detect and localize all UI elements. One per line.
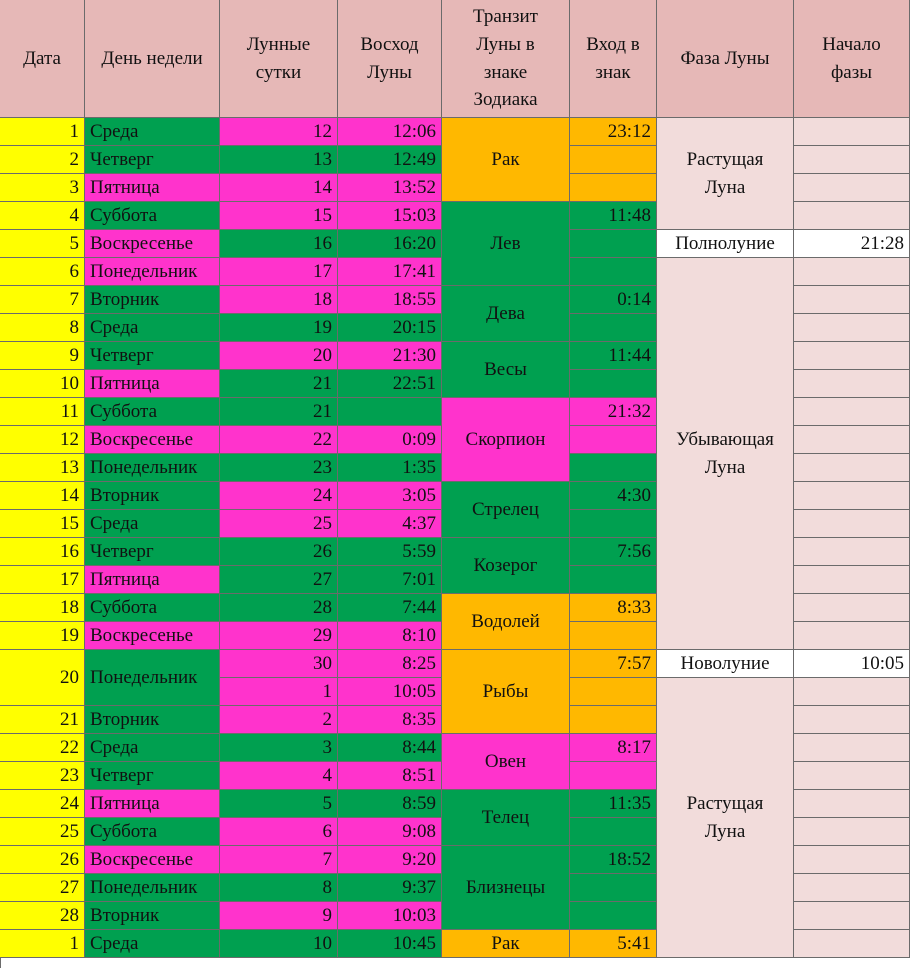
sign-entry-cell [570, 146, 657, 174]
phase-start-cell [794, 510, 910, 538]
sign-entry-cell: 0:14 [570, 286, 657, 314]
lunar-day-cell: 14 [220, 174, 338, 202]
lunar-day-cell: 5 [220, 790, 338, 818]
zodiac-sign-cell: Лев [442, 202, 570, 286]
weekday-cell: Пятница [85, 790, 220, 818]
date-cell: 18 [0, 594, 85, 622]
lunar-day-cell: 17 [220, 258, 338, 286]
moonrise-cell: 13:52 [338, 174, 442, 202]
phase-start-cell [794, 902, 910, 930]
sign-entry-cell: 11:48 [570, 202, 657, 230]
sign-entry-cell: 8:33 [570, 594, 657, 622]
phase-start-cell [794, 706, 910, 734]
phase-start-cell [794, 874, 910, 902]
weekday-cell: Суббота [85, 594, 220, 622]
lunar-day-cell: 10 [220, 930, 338, 958]
sign-entry-cell [570, 874, 657, 902]
zodiac-sign-cell: Стрелец [442, 482, 570, 538]
date-cell: 4 [0, 202, 85, 230]
sign-entry-cell [570, 426, 657, 454]
moonrise-cell: 20:15 [338, 314, 442, 342]
phase-start-cell [794, 930, 910, 958]
moonrise-cell: 15:03 [338, 202, 442, 230]
moonrise-cell: 17:41 [338, 258, 442, 286]
sign-entry-cell [570, 678, 657, 706]
date-cell: 27 [0, 874, 85, 902]
moon-phase-cell: Убывающая Луна [657, 258, 794, 650]
sign-entry-cell: 4:30 [570, 482, 657, 510]
lunar-day-cell: 7 [220, 846, 338, 874]
sign-entry-cell [570, 314, 657, 342]
date-cell: 20 [0, 650, 85, 706]
moonrise-cell: 8:44 [338, 734, 442, 762]
date-cell: 24 [0, 790, 85, 818]
date-cell: 17 [0, 566, 85, 594]
weekday-cell: Понедельник [85, 258, 220, 286]
sign-entry-cell: 7:57 [570, 650, 657, 678]
date-cell: 1 [0, 118, 85, 146]
date-cell: 21 [0, 706, 85, 734]
phase-start-cell [794, 398, 910, 426]
lunar-day-cell: 24 [220, 482, 338, 510]
phase-start-cell [794, 734, 910, 762]
header-zodiac-transit: Транзит Луны в знаке Зодиака [442, 0, 570, 118]
date-cell: 25 [0, 818, 85, 846]
moon-phase-cell: Полнолуние [657, 230, 794, 258]
sign-entry-cell: 21:32 [570, 398, 657, 426]
date-cell: 22 [0, 734, 85, 762]
weekday-cell: Четверг [85, 146, 220, 174]
lunar-day-cell: 6 [220, 818, 338, 846]
date-cell: 12 [0, 426, 85, 454]
phase-start-cell [794, 538, 910, 566]
date-cell: 23 [0, 762, 85, 790]
moonrise-cell: 10:05 [338, 678, 442, 706]
weekday-cell: Понедельник [85, 454, 220, 482]
date-cell: 16 [0, 538, 85, 566]
moonrise-cell: 7:01 [338, 566, 442, 594]
zodiac-sign-cell: Рак [442, 118, 570, 202]
moonrise-cell: 12:49 [338, 146, 442, 174]
moonrise-cell: 7:44 [338, 594, 442, 622]
lunar-day-cell: 21 [220, 370, 338, 398]
moonrise-cell: 4:37 [338, 510, 442, 538]
date-cell: 1 [0, 930, 85, 958]
date-cell: 9 [0, 342, 85, 370]
sign-entry-cell [570, 230, 657, 258]
header-moonrise: Восход Луны [338, 0, 442, 118]
weekday-cell: Суббота [85, 818, 220, 846]
date-cell: 3 [0, 174, 85, 202]
sign-entry-cell [570, 706, 657, 734]
sign-entry-cell [570, 902, 657, 930]
phase-start-cell [794, 258, 910, 286]
date-cell: 19 [0, 622, 85, 650]
date-cell: 10 [0, 370, 85, 398]
weekday-cell: Вторник [85, 902, 220, 930]
zodiac-sign-cell: Весы [442, 342, 570, 398]
date-cell: 8 [0, 314, 85, 342]
lunar-day-cell: 18 [220, 286, 338, 314]
header-moon-phase: Фаза Луны [657, 0, 794, 118]
lunar-day-cell: 16 [220, 230, 338, 258]
phase-start-cell [794, 454, 910, 482]
lunar-day-cell: 20 [220, 342, 338, 370]
phase-start-cell [794, 762, 910, 790]
lunar-day-cell: 15 [220, 202, 338, 230]
weekday-cell: Среда [85, 314, 220, 342]
date-cell: 26 [0, 846, 85, 874]
date-cell: 15 [0, 510, 85, 538]
moonrise-cell [338, 398, 442, 426]
sign-entry-cell [570, 174, 657, 202]
zodiac-sign-cell: Скорпион [442, 398, 570, 482]
zodiac-sign-cell: Водолей [442, 594, 570, 650]
moonrise-cell: 10:45 [338, 930, 442, 958]
date-cell: 5 [0, 230, 85, 258]
sign-entry-cell: 23:12 [570, 118, 657, 146]
lunar-day-cell: 22 [220, 426, 338, 454]
sign-entry-cell: 11:44 [570, 342, 657, 370]
weekday-cell: Четверг [85, 538, 220, 566]
weekday-cell: Среда [85, 510, 220, 538]
phase-start-cell [794, 202, 910, 230]
zodiac-sign-cell: Овен [442, 734, 570, 790]
phase-start-cell [794, 146, 910, 174]
moon-phase-cell: Новолуние [657, 650, 794, 678]
lunar-day-cell: 30 [220, 650, 338, 678]
phase-start-cell: 21:28 [794, 230, 910, 258]
zodiac-sign-cell: Дева [442, 286, 570, 342]
weekday-cell: Четверг [85, 762, 220, 790]
moonrise-cell: 10:03 [338, 902, 442, 930]
date-cell: 13 [0, 454, 85, 482]
weekday-cell: Вторник [85, 482, 220, 510]
phase-start-cell [794, 678, 910, 706]
weekday-cell: Среда [85, 930, 220, 958]
weekday-cell: Пятница [85, 370, 220, 398]
header-sign-entry: Вход в знак [570, 0, 657, 118]
phase-start-cell [794, 482, 910, 510]
date-cell: 14 [0, 482, 85, 510]
sign-entry-cell: 8:17 [570, 734, 657, 762]
phase-start-cell [794, 314, 910, 342]
lunar-day-cell: 25 [220, 510, 338, 538]
moonrise-cell: 3:05 [338, 482, 442, 510]
weekday-cell: Воскресенье [85, 622, 220, 650]
phase-start-cell [794, 174, 910, 202]
weekday-cell: Вторник [85, 286, 220, 314]
weekday-cell: Среда [85, 118, 220, 146]
date-cell: 11 [0, 398, 85, 426]
moonrise-cell: 18:55 [338, 286, 442, 314]
zodiac-sign-cell: Козерог [442, 538, 570, 594]
moon-phase-cell: Растущая Луна [657, 118, 794, 230]
lunar-day-cell: 29 [220, 622, 338, 650]
phase-start-cell [794, 790, 910, 818]
header-lunar-day: Лунные сутки [220, 0, 338, 118]
moonrise-cell: 8:59 [338, 790, 442, 818]
sign-entry-cell [570, 258, 657, 286]
date-cell: 6 [0, 258, 85, 286]
phase-start-cell [794, 118, 910, 146]
phase-start-cell [794, 846, 910, 874]
phase-start-cell: 10:05 [794, 650, 910, 678]
sign-entry-cell: 11:35 [570, 790, 657, 818]
phase-start-cell [794, 370, 910, 398]
lunar-day-cell: 8 [220, 874, 338, 902]
lunar-day-cell: 9 [220, 902, 338, 930]
zodiac-sign-cell: Близнецы [442, 846, 570, 930]
zodiac-sign-cell: Рыбы [442, 650, 570, 734]
lunar-day-cell: 23 [220, 454, 338, 482]
moonrise-cell: 8:10 [338, 622, 442, 650]
sign-entry-cell: 7:56 [570, 538, 657, 566]
moonrise-cell: 8:51 [338, 762, 442, 790]
weekday-cell: Понедельник [85, 874, 220, 902]
zodiac-sign-cell: Рак [442, 930, 570, 958]
moonrise-cell: 12:06 [338, 118, 442, 146]
moonrise-cell: 9:37 [338, 874, 442, 902]
weekday-cell: Воскресенье [85, 426, 220, 454]
header-weekday: День недели [85, 0, 220, 118]
phase-start-cell [794, 286, 910, 314]
moonrise-cell: 0:09 [338, 426, 442, 454]
phase-start-cell [794, 342, 910, 370]
moonrise-cell: 8:25 [338, 650, 442, 678]
lunar-day-cell: 4 [220, 762, 338, 790]
sign-entry-cell [570, 566, 657, 594]
sign-entry-cell [570, 762, 657, 790]
sign-entry-cell [570, 818, 657, 846]
phase-start-cell [794, 622, 910, 650]
header-phase-start: Начало фазы [794, 0, 910, 118]
lunar-day-cell: 1 [220, 678, 338, 706]
moonrise-cell: 21:30 [338, 342, 442, 370]
lunar-day-cell: 19 [220, 314, 338, 342]
weekday-cell: Пятница [85, 174, 220, 202]
phase-start-cell [794, 426, 910, 454]
moonrise-cell: 1:35 [338, 454, 442, 482]
lunar-day-cell: 13 [220, 146, 338, 174]
lunar-day-cell: 27 [220, 566, 338, 594]
weekday-cell: Воскресенье [85, 846, 220, 874]
weekday-cell: Суббота [85, 398, 220, 426]
weekday-cell: Воскресенье [85, 230, 220, 258]
phase-start-cell [794, 566, 910, 594]
sign-entry-cell: 5:41 [570, 930, 657, 958]
lunar-day-cell: 28 [220, 594, 338, 622]
weekday-cell: Понедельник [85, 650, 220, 706]
sign-entry-cell [570, 622, 657, 650]
weekday-cell: Пятница [85, 566, 220, 594]
date-cell: 28 [0, 902, 85, 930]
sign-entry-cell [570, 454, 657, 482]
date-cell: 2 [0, 146, 85, 174]
phase-start-cell [794, 818, 910, 846]
phase-start-cell [794, 594, 910, 622]
lunar-day-cell: 2 [220, 706, 338, 734]
weekday-cell: Среда [85, 734, 220, 762]
sign-entry-cell [570, 370, 657, 398]
weekday-cell: Четверг [85, 342, 220, 370]
moonrise-cell: 9:20 [338, 846, 442, 874]
date-cell: 7 [0, 286, 85, 314]
sign-entry-cell [570, 510, 657, 538]
weekday-cell: Вторник [85, 706, 220, 734]
moonrise-cell: 16:20 [338, 230, 442, 258]
moonrise-cell: 22:51 [338, 370, 442, 398]
header-date: Дата [0, 0, 85, 118]
sign-entry-cell: 18:52 [570, 846, 657, 874]
lunar-day-cell: 12 [220, 118, 338, 146]
lunar-day-cell: 3 [220, 734, 338, 762]
moonrise-cell: 5:59 [338, 538, 442, 566]
moon-phase-cell: Растущая Луна [657, 678, 794, 958]
zodiac-sign-cell: Телец [442, 790, 570, 846]
moonrise-cell: 9:08 [338, 818, 442, 846]
moonrise-cell: 8:35 [338, 706, 442, 734]
lunar-day-cell: 21 [220, 398, 338, 426]
lunar-day-cell: 26 [220, 538, 338, 566]
weekday-cell: Суббота [85, 202, 220, 230]
